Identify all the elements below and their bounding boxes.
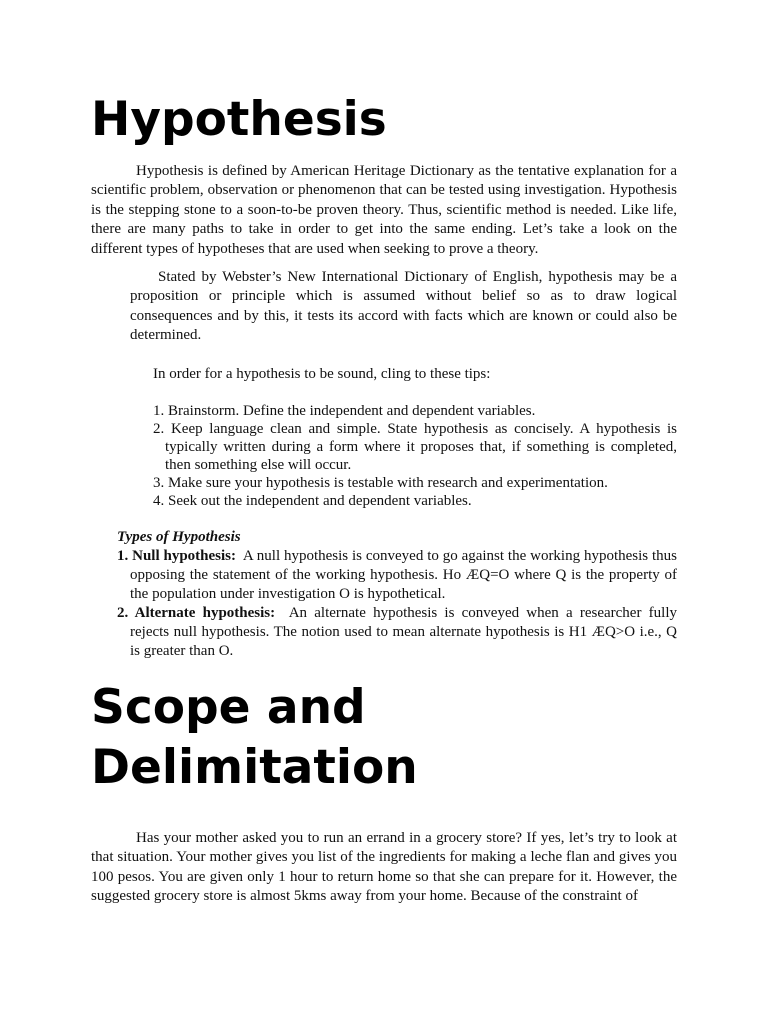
tip-item: 2. Keep language clean and simple. State hypothesis as concisely. A hypothesis is typically written during a form where it proposes that, if something is completed, then something else will occur. bbox=[153, 421, 677, 473]
tips-intro: In order for a hypothesis to be sound, cling to these tips: bbox=[153, 366, 491, 382]
tip-item: 4. Seek out the independent and dependent variables. bbox=[153, 493, 472, 509]
intro-paragraph: Hypothesis is defined by American Heritage Dictionary as the tentative explanation for a scientific problem, observation or phenomenon that can be tested using investigation. Hypothesis is the stepping stone to a soon-to-be proven theory. Thus, scientific method is needed. Like life, there are many paths to take in order to get into the same ending. Let’s take a look on the different types of hypotheses that are used when seeking to prove a theory. bbox=[91, 163, 677, 257]
scope-paragraph: Has your mother asked you to run an errand in a grocery store? If yes, let’s try to look at that situation. Your mother gives you list of the ingredients for making a leche flan and gives you 100 pesos. You are given only 1 hour to return home so that she can prepare for it. However, the suggested grocery store is almost 5kms away from your home. Because of the constraint of bbox=[91, 830, 677, 905]
heading-scope-and-delimitation: Scope and Delimitation bbox=[91, 680, 418, 795]
hypothesis-type-text: A null hypothesis is conveyed to go against the working hypothesis thus opposing the statement of the working hypothesis. Ho ÆQ=O where Q is the property of the population under investigation O is hypothetical. bbox=[130, 548, 677, 602]
hypothesis-type-label: 1. Null hypothesis: bbox=[117, 548, 236, 564]
hypothesis-types-list bbox=[117, 547, 677, 661]
tip-item: 1. Brainstorm. Define the independent and dependent variables. bbox=[153, 403, 536, 419]
hypothesis-type-text: An alternate hypothesis is conveyed when a researcher fully rejects null hypothesis. The notion used to mean alternate hypothesis is H1 ÆQ>O i.e., Q is greater than O. bbox=[130, 605, 677, 659]
types-of-hypothesis-title: Types of Hypothesis bbox=[117, 529, 241, 545]
hypothesis-type-label: 2. Alternate hypothesis: bbox=[117, 605, 276, 621]
hypothesis-type-item bbox=[117, 604, 677, 661]
heading-hypothesis: Hypothesis bbox=[91, 92, 387, 147]
tips-list bbox=[153, 402, 677, 510]
tip-item: 3. Make sure your hypothesis is testable with research and experimentation. bbox=[153, 475, 608, 491]
webster-paragraph: Stated by Webster’s New International Dictionary of English, hypothesis may be a proposition or principle which is assumed without belief so as to draw logical consequences and by this, it tests its accord with facts which are known or could also be determined. bbox=[130, 269, 677, 344]
hypothesis-type-item bbox=[117, 547, 677, 604]
